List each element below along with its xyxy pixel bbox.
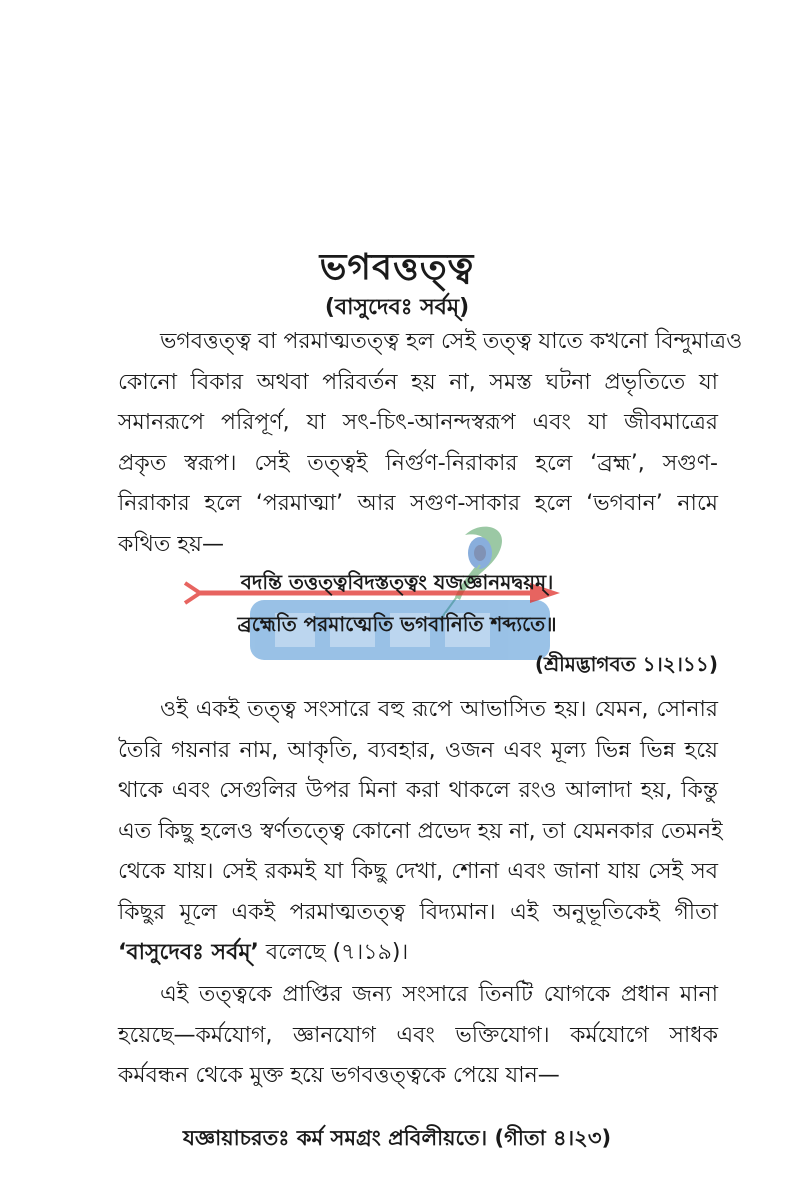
- paragraph-line: ভগবত্তত্ত্ব বা পরমাত্মতত্ত্ব হল সেই তত্ত্ব যাতে কখনো বিন্দুমাত্রও: [160, 329, 743, 354]
- paragraph-line: নিরাকার হলে ‘পরমাত্মা’ আর সগুণ-সাকার হলে ‘ভগবান’ নামে: [118, 491, 718, 516]
- paragraph-line: সমানরূপে পরিপূর্ণ, যা সৎ-চিৎ-আনন্দস্বরূপ এবং যা জীবমাত্রের: [118, 410, 718, 435]
- final-verse: যজ্ঞায়াচরতঃ কর্ম সমগ্রং প্রবিলীয়তে। (গীতা ৪।২৩): [182, 1126, 612, 1150]
- paragraph-2: [118, 690, 723, 974]
- page-title: ভগবত্তত্ত্ব: [319, 247, 475, 288]
- paragraph-line: এই তত্ত্বকে প্রাপ্তির জন্য সংসারে তিনটি যোগকে প্রধান মানা: [160, 982, 718, 1007]
- paragraph-line: তৈরি গয়নার নাম, আকৃতি, ব্যবহার, ওজন এবং মূল্য ভিন্ন ভিন্ন হয়ে: [118, 737, 718, 763]
- paragraph-line: কোনো বিকার অথবা পরিবর্তন হয় না, সমস্ত ঘটনা প্রভৃতিতে যা: [118, 369, 718, 395]
- verse-line-2: ব্রহ্মেতি পরমাত্মেতি ভগবানিতি শব্দ্যতে॥: [237, 612, 557, 636]
- paragraph-line: হয়েছে—কর্মযোগ, জ্ঞানযোগ এবং ভক্তিযোগ। কর্মযোগে সাধক: [118, 1022, 718, 1048]
- gita-reference: বলেছে (৭।১৯)।: [258, 940, 409, 965]
- paragraph-line: কর্মবন্ধন থেকে মুক্ত হয়ে ভগবত্তত্ত্বকে পেয়ে যান—: [118, 1063, 560, 1088]
- gita-quote: ‘বাসুদেবঃ সর্বম্’: [118, 940, 259, 965]
- paragraph-line: কিছুর মূলে একই পরমাত্মতত্ত্ব বিদ্যমান। এই অনুভূতিকেই গীতা: [118, 899, 718, 925]
- paragraph-line: থেকে যায়। সেই রকমই যা কিছু দেখা, শোনা এবং জানা যায় সেই সব: [118, 859, 718, 884]
- paragraph-3: [118, 975, 718, 1097]
- verse-line-1: বদন্তি তত্তত্ত্ববিদস্তত্ত্বং যজজ্ঞানমদ্বয়ম্।: [240, 570, 554, 594]
- paragraph-line: প্রকৃত স্বরূপ। সেই তত্ত্বই নির্গুণ-নিরাকার হলে ‘ব্রহ্ম’, সগুণ-: [118, 450, 718, 476]
- paragraph-line: [118, 933, 718, 974]
- page-subtitle: (বাসুদেবঃ সর্বম্): [324, 295, 470, 320]
- paragraph-line: থাকে এবং সেগুলির উপর মিনা করা থাকলে রংও আলাদা হয়, কিন্তু: [118, 778, 718, 803]
- verse-source: (শ্রীমদ্ভাগবত ১।২।১১): [534, 652, 718, 676]
- paragraph-line: এত কিছু হলেও স্বর্ণতত্ত্বে কোনো প্রভেদ হয় না, তা যেমনকার তেমনই: [118, 818, 723, 844]
- paragraph-line: কথিত হয়—: [118, 531, 224, 557]
- paragraph-line: ওই একই তত্ত্ব সংসারে বহু রূপে আভাসিত হয়। যেমন, সোনার: [160, 697, 718, 722]
